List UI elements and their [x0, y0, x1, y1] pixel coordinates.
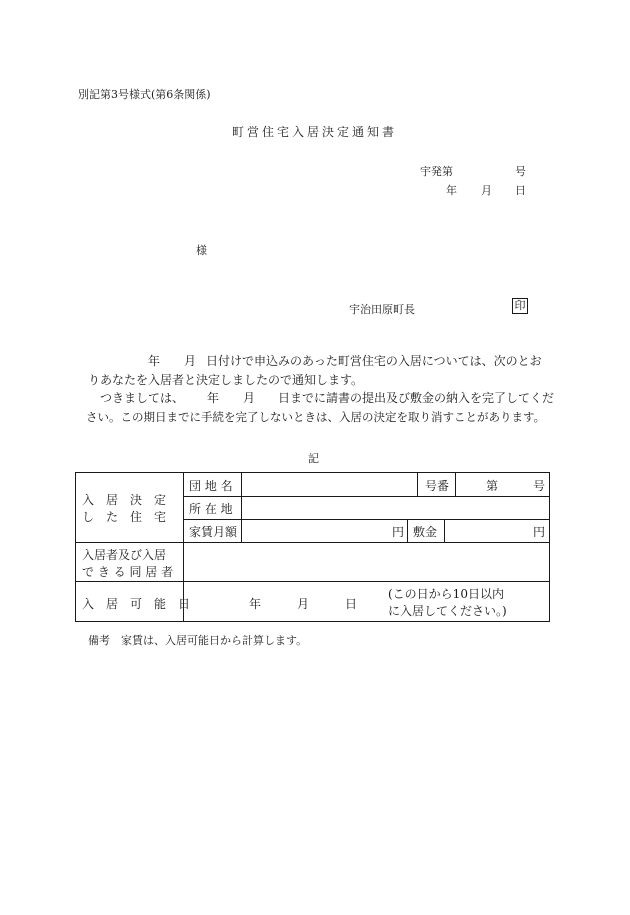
body-para2-line2: さい。この期日までに手続を完了しないときは、入居の決定を取り消すことがあります。 — [86, 410, 546, 424]
issue-date-month: 月 — [481, 184, 492, 197]
ki-heading: 記 — [308, 452, 319, 465]
issue-number-suffix: 号 — [515, 165, 526, 178]
issuer-name: 宇治田原町長 — [349, 303, 415, 316]
issue-number-prefix: 宇発第 — [420, 165, 453, 178]
remarks-note: 備考 家賃は、入居可能日から計算します。 — [88, 634, 308, 647]
issue-date-day: 日 — [515, 184, 526, 197]
body-para2-month: 月 — [243, 391, 256, 405]
body-para1-month: 月 — [184, 354, 197, 368]
movein-year: 年 — [249, 597, 262, 611]
issue-date-year: 年 — [446, 184, 457, 197]
deposit-label: 敷金 — [413, 525, 438, 539]
seal-mark: 印 — [512, 298, 528, 314]
gouban-prefix: 第 — [486, 479, 499, 493]
body-para1-line2: りあなたを入居者と決定しましたので通知します。 — [88, 373, 364, 387]
movein-note-line1: (この日から10日以内 — [388, 587, 504, 601]
movein-month: 月 — [297, 597, 310, 611]
movein-label: 入 居 可 能 日 — [82, 597, 191, 611]
movein-day: 日 — [345, 597, 358, 611]
body-para1-year: 年 — [148, 354, 161, 368]
cohabitant-label-line2: で き る 同 居 者 — [82, 565, 174, 579]
body-para2-year: 年 — [207, 391, 220, 405]
addressee-suffix: 様 — [196, 244, 207, 257]
deposit-unit: 円 — [533, 525, 546, 539]
form-label: 別記第3号様式(第6条関係) — [78, 88, 211, 101]
body-para2-tail: 日までに請書の提出及び敷金の納入を完了してくだ — [278, 391, 555, 405]
danchi-label: 団 地 名 — [189, 479, 233, 493]
gouban-label: 号番 — [425, 479, 450, 493]
gouban-suffix: 号 — [533, 479, 546, 493]
cohabitant-label-line1: 入居者及び入居 — [82, 548, 167, 562]
body-para2-start: つきましては、 — [100, 391, 185, 405]
body-para1-tail: 日付けで申込みのあった町営住宅の入居については、次のとお — [206, 354, 542, 368]
rent-unit: 円 — [392, 525, 405, 539]
shozaichi-label: 所 在 地 — [189, 502, 233, 516]
housing-header-line2: し た 住 宅 — [82, 510, 167, 524]
housing-header-line1: 入 居 決 定 — [82, 493, 167, 507]
movein-note-line2: に入居してください。) — [388, 604, 507, 618]
rent-label: 家賃月額 — [189, 525, 238, 539]
page-title: 町営住宅入居決定通知書 — [232, 125, 398, 139]
